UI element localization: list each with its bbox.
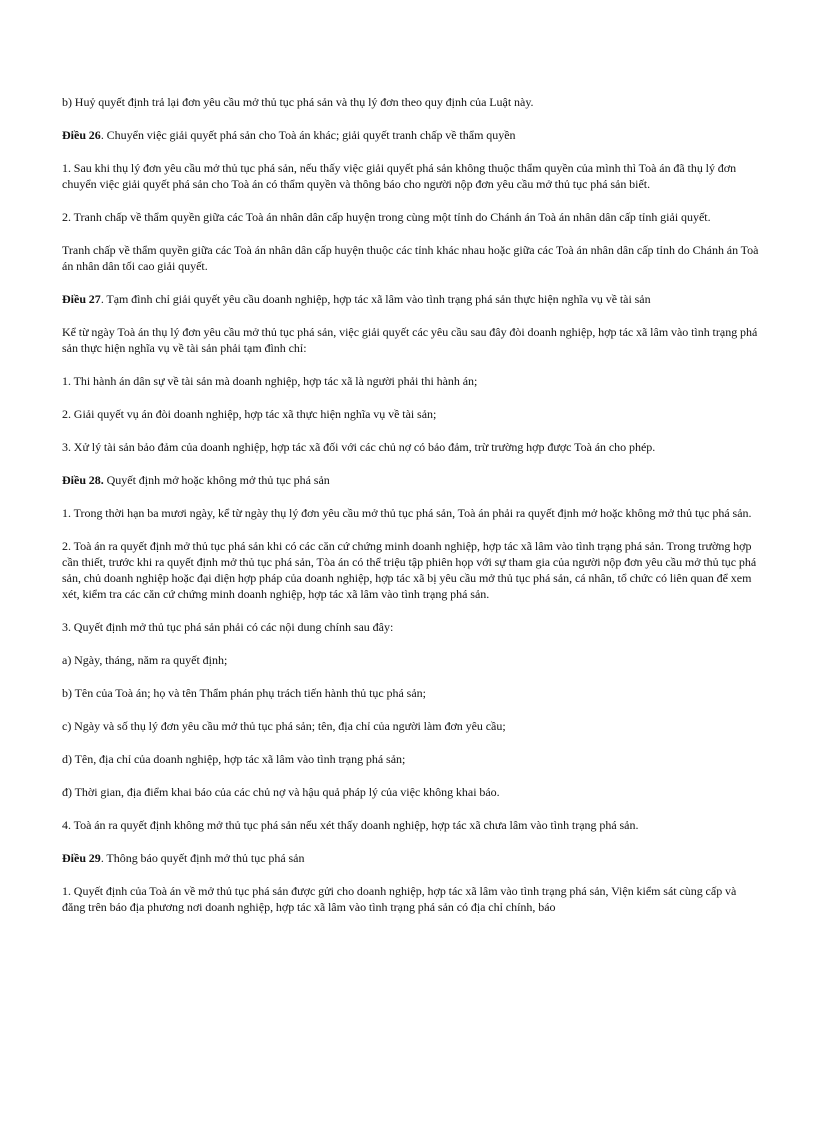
paragraph: 3. Xử lý tài sản bảo đảm của doanh nghiệp, hợp tác xã đối với các chủ nợ có bảo đảm, trừ trường hợp được Toà án cho phép. <box>62 440 656 454</box>
article-27-heading <box>62 291 760 307</box>
article-title: . Thông báo quyết định mở thủ tục phá sản <box>100 851 305 865</box>
paragraph: 2. Giải quyết vụ án đòi doanh nghiệp, hợp tác xã thực hiện nghĩa vụ về tài sản; <box>62 407 437 421</box>
paragraph-huy-quyet-dinh: b) Huỷ quyết định trả lại đơn yêu cầu mở thủ tục phá sản và thụ lý đơn theo quy định của Luật này. <box>62 95 534 109</box>
paragraph: d) Tên, địa chỉ của doanh nghiệp, hợp tác xã lâm vào tình trạng phá sản; <box>62 752 406 766</box>
article-29-heading <box>62 850 760 866</box>
article-title: . Tạm đình chỉ giải quyết yêu cầu doanh nghiệp, hợp tác xã lâm vào tình trạng phá sản thực hiện nghĩa vụ về tài sản <box>100 292 651 306</box>
paragraph: 2. Tranh chấp về thẩm quyền giữa các Toà án nhân dân cấp huyện trong cùng một tỉnh do Chánh án Toà án nhân dân cấp tỉnh giải quyết. <box>62 210 711 224</box>
article-title: . Chuyển việc giải quyết phá sản cho Toà án khác; giải quyết tranh chấp về thẩm quyền <box>100 128 516 142</box>
article-26-heading <box>62 127 760 143</box>
article-28-heading <box>62 472 760 488</box>
paragraph: Tranh chấp về thẩm quyền giữa các Toà án nhân dân cấp huyện thuộc các tỉnh khác nhau hoặc giữa các Toà án nhân dân cấp tỉnh do Chánh án Toà án nhân dân tối cao giải quyết. <box>62 243 759 273</box>
article-number: Điều 26 <box>62 128 101 142</box>
paragraph: 1. Trong thời hạn ba mươi ngày, kể từ ngày thụ lý đơn yêu cầu mở thủ tục phá sản, Toà án phải ra quyết định mở hoặc không mở thủ tục phá sản. <box>62 506 752 520</box>
paragraph: b) Tên của Toà án; họ và tên Thẩm phán phụ trách tiến hành thủ tục phá sản; <box>62 686 426 700</box>
paragraph: 4. Toà án ra quyết định không mở thủ tục phá sản nếu xét thấy doanh nghiệp, hợp tác xã chưa lâm vào tình trạng phá sản. <box>62 818 639 832</box>
article-number: Điều 29 <box>62 851 101 865</box>
paragraph: 3. Quyết định mở thủ tục phá sản phải có các nội dung chính sau đây: <box>62 620 394 634</box>
paragraph: đ) Thời gian, địa điểm khai báo của các chủ nợ và hậu quả pháp lý của việc không khai báo. <box>62 785 500 799</box>
paragraph: 1. Thi hành án dân sự về tài sản mà doanh nghiệp, hợp tác xã là người phải thi hành án; <box>62 374 478 388</box>
paragraph: c) Ngày và số thụ lý đơn yêu cầu mở thủ tục phá sản; tên, địa chỉ của người làm đơn yêu cầu; <box>62 719 506 733</box>
article-number: Điều 28. <box>62 473 104 487</box>
document-page <box>62 94 760 932</box>
paragraph: 2. Toà án ra quyết định mở thủ tục phá sản khi có các căn cứ chứng minh doanh nghiệp, hợp tác xã lâm vào tình trạng phá sản. Trong trường hợp cần thiết, trước khi ra quyết định mở thủ tục phá sản, Tòa án có thể triệu tập phiên họp với sự tham gia của người nộp đơn yêu cầu mở thủ tục phá sản, chủ doanh nghiệp hoặc đại diện hợp pháp của doanh nghiệp, hợp tác xã bị yêu cầu mở thủ tục phá sản, cá nhân, tổ chức có liên quan để xem xét, kiểm tra các căn cứ chứng minh doanh nghiệp, hợp tác xã lâm vào tình trạng phá sản. <box>62 539 757 601</box>
article-number: Điều 27 <box>62 292 101 306</box>
article-title: Quyết định mở hoặc không mở thủ tục phá sản <box>103 473 330 487</box>
paragraph: 1. Sau khi thụ lý đơn yêu cầu mở thủ tục phá sản, nếu thấy việc giải quyết phá sản không thuộc thẩm quyền của mình thì Toà án đã thụ lý đơn chuyển việc giải quyết phá sản cho Toà án có thẩm quyền và thông báo cho người nộp đơn yêu cầu mở thủ tục phá sản biết. <box>62 161 737 191</box>
paragraph: Kể từ ngày Toà án thụ lý đơn yêu cầu mở thủ tục phá sản, việc giải quyết các yêu cầu sau đây đòi doanh nghiệp, hợp tác xã lâm vào tình trạng phá sản thực hiện nghĩa vụ về tài sản phải tạm đình chỉ: <box>62 325 758 355</box>
paragraph: 1. Quyết định của Toà án về mở thủ tục phá sản được gửi cho doanh nghiệp, hợp tác xã lâm vào tình trạng phá sản, Viện kiểm sát cùng cấp và đăng trên báo địa phương nơi doanh nghiệp, hợp tác xã lâm vào tình trạng phá sản có địa chỉ chính, báo <box>62 884 737 914</box>
paragraph: a) Ngày, tháng, năm ra quyết định; <box>62 653 228 667</box>
